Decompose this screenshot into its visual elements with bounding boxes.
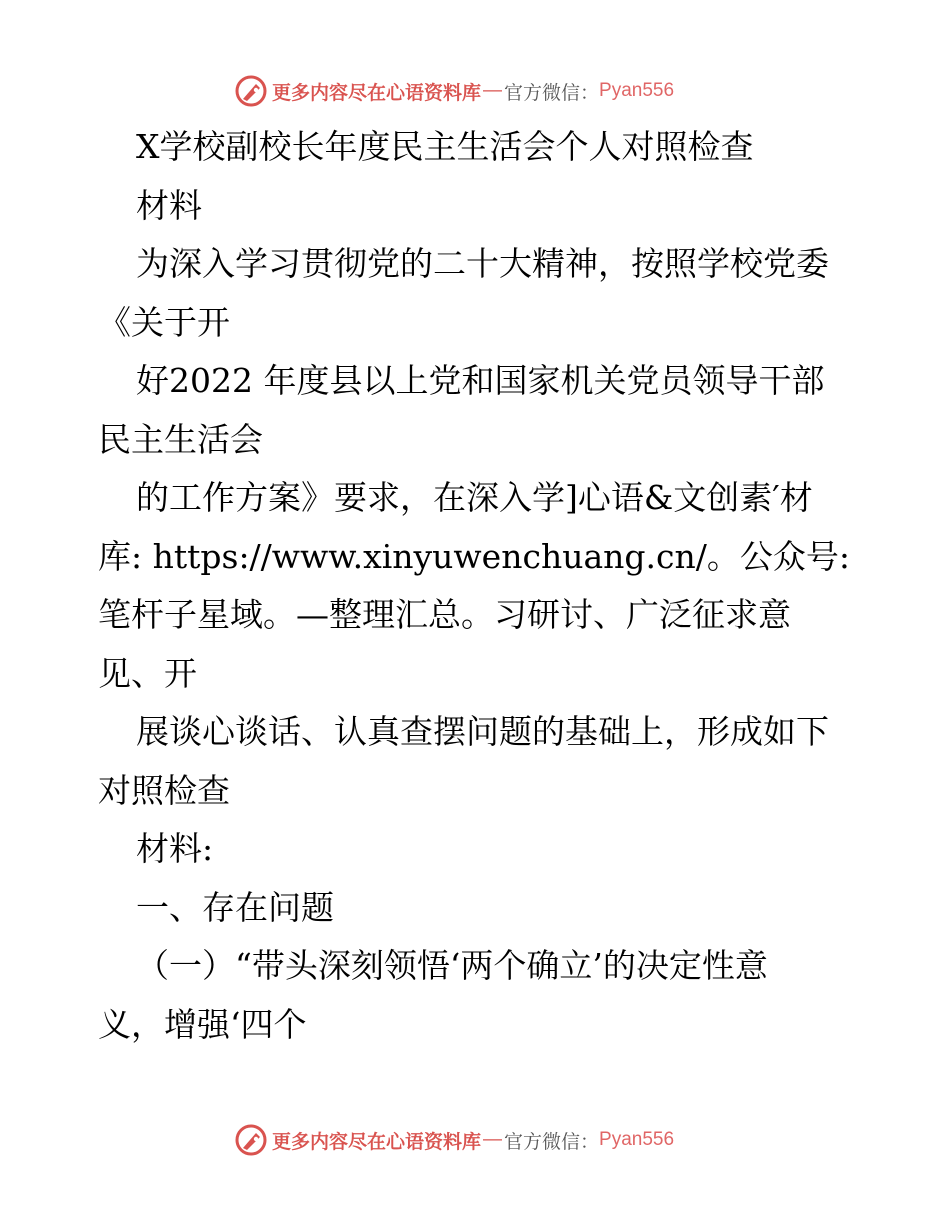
- pen-nib-logo-icon: [234, 1123, 268, 1157]
- body-line: 一、存在问题: [136, 887, 334, 927]
- footer-banner[interactable]: [234, 1122, 674, 1158]
- banner-main-text: 更多内容尽在心语资料库: [272, 81, 482, 104]
- banner-wechat-label: 官方微信：: [504, 81, 600, 104]
- body-line: 材料:: [136, 829, 214, 868]
- banner-main-text: 更多内容尽在心语资料库: [272, 1130, 482, 1153]
- banner-dash: —: [483, 1129, 503, 1150]
- banner-dash: —: [483, 80, 503, 101]
- body-line: 对照检查: [98, 770, 230, 810]
- body-line: 好2022 年度县以上党和国家机关党员领导干部: [136, 361, 825, 400]
- body-line: 民主生活会: [98, 419, 263, 459]
- body-line: 的工作方案》要求，在深入学]心语&文创素′材: [136, 478, 813, 517]
- body-line: 展谈心谈话、认真查摆问题的基础上，形成如下: [136, 712, 829, 751]
- body-line: 材料: [136, 185, 202, 225]
- document-body: [98, 118, 858, 1054]
- body-line: 库: https://www.xinyuwenchuang.cn/。公众号:: [98, 536, 850, 576]
- body-line: （一）“带头深刻领悟‘两个确立’的决定性意: [136, 946, 768, 985]
- banner-wechat-id: Pyan556: [599, 1129, 675, 1150]
- header-banner[interactable]: [234, 73, 674, 109]
- banner-wechat-id: Pyan556: [599, 80, 675, 101]
- body-line: 义，增强‘四个: [98, 1004, 307, 1044]
- body-line: 笔杆子星域。—整理汇总。习研讨、广泛征求意: [98, 595, 791, 634]
- banner-wechat-label: 官方微信：: [504, 1130, 600, 1153]
- pen-nib-logo-icon: [234, 74, 268, 108]
- body-line: 为深入学习贯彻党的二十大精神，按照学校党委: [136, 244, 829, 283]
- body-line: X学校副校长年度民主生活会个人对照检查: [136, 127, 754, 166]
- body-line: 见、开: [98, 653, 197, 693]
- body-line: 《关于开: [98, 302, 230, 342]
